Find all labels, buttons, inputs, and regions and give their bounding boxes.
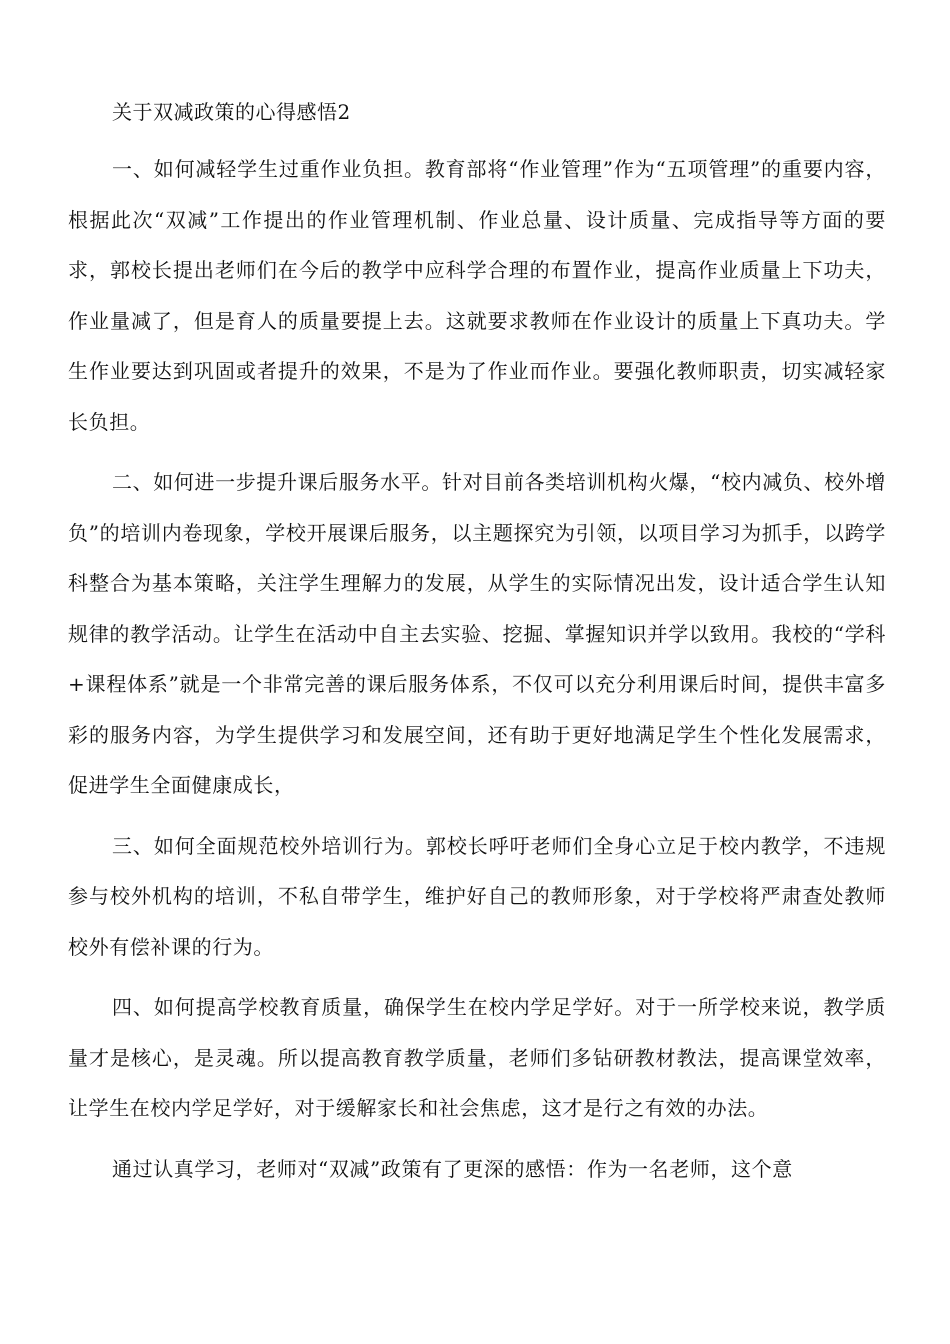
document-title: 关于双减政策的心得感悟2 [112,100,351,124]
paragraph-5: 通过认真学习，老师对“双减”政策有了更深的感悟：作为一名老师，这个意 [112,1156,793,1181]
paragraph-3: 三、如何全面规范校外培训行为。郭校长呼吁老师们全身心立足于校内教学，不违规参与校外机构的培训，不私自带学生，维护好自己的教师形象，对于学校将严肃查处教师校外有偿补课的行为。 [68,833,886,959]
paragraph-4: 四、如何提高学校教育质量，确保学生在校内学足学好。对于一所学校来说，教学质量才是核心，是灵魂。所以提高教育教学质量，老师们多钻研教材教法，提高课堂效率，让学生在校内学足学好，对于缓解家长和社会焦虑，这才是行之有效的办法。 [68,995,886,1120]
paragraph-1: 一、如何减轻学生过重作业负担。教育部将“作业管理”作为“五项管理”的重要内容，根据此次“双减”工作提出的作业管理机制、作业总量、设计质量、完成指导等方面的要求，郭校长提出老师们在今后的教学中应科学合理的布置作业，提高作业质量上下功夫，作业量减了，但是育人的质量要提上去。这就要求教师在作业设计的质量上下真功夫。学生作业要达到巩固或者提升的效果，不是为了作业而作业。要强化教师职责，切实减轻家长负担。 [68,157,886,434]
document-page [68,92,886,1204]
paragraph-2: 二、如何进一步提升课后服务水平。针对目前各类培训机构火爆，“校内减负、校外增负”的培训内卷现象，学校开展课后服务，以主题探究为引领，以项目学习为抓手，以跨学科整合为基本策略，关注学生理解力的发展，从学生的实际情况出发，设计适合学生认知规律的教学活动。让学生在活动中自主去实验、挖掘、掌握知识并学以致用。我校的“学科+课程体系”就是一个非常完善的课后服务体系，不仅可以充分利用课后时间，提供丰富多彩的服务内容，为学生提供学习和发展空间，还有助于更好地满足学生个性化发展需求，促进学生全面健康成长， [68,470,886,797]
